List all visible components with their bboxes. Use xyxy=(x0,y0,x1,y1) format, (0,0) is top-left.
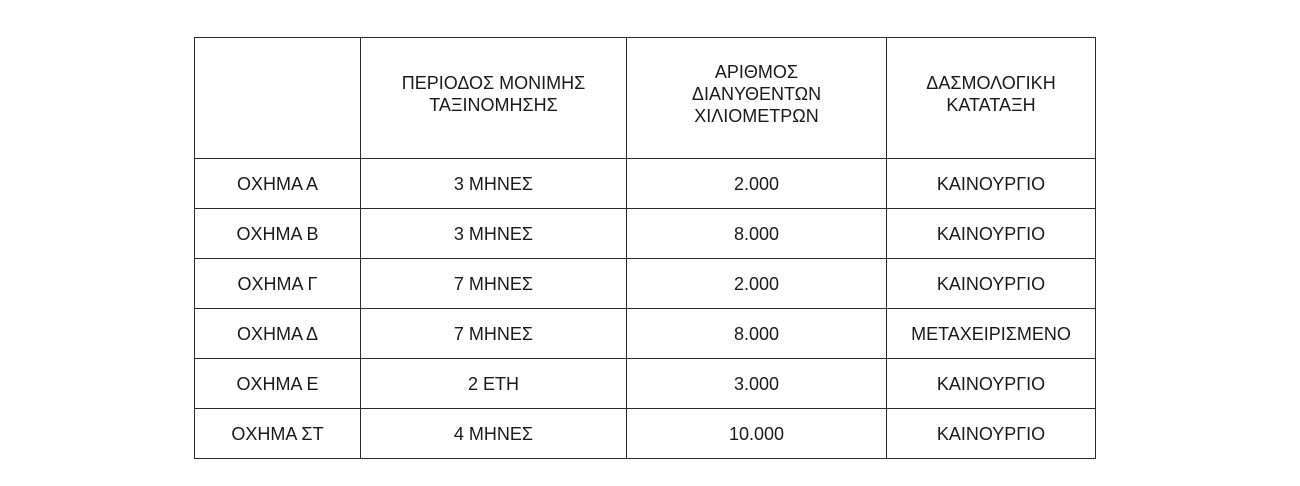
header-cell-tariff-classification xyxy=(887,38,1096,159)
period-cell: 4 ΜΗΝΕΣ xyxy=(361,409,627,459)
header-text: ΔΑΣΜΟΛΟΓΙΚΗ xyxy=(926,73,1056,93)
kilometers-cell: 8.000 xyxy=(627,309,887,359)
header-text: ΔΙΑΝΥΘΕΝΤΩΝ xyxy=(691,84,822,104)
header-text: ΤΑΞΙΝΟΜΗΣΗΣ xyxy=(429,95,558,115)
classification-cell: ΚΑΙΝΟΥΡΓΙΟ xyxy=(887,259,1096,309)
kilometers-cell: 8.000 xyxy=(627,209,887,259)
period-cell: 7 ΜΗΝΕΣ xyxy=(361,259,627,309)
period-cell: 3 ΜΗΝΕΣ xyxy=(361,209,627,259)
header-text: ΧΙΛΙΟΜΕΤΡΩΝ xyxy=(694,106,819,126)
table-row xyxy=(195,359,1096,409)
kilometers-cell: 2.000 xyxy=(627,159,887,209)
header-text: ΠΕΡΙΟΔΟΣ ΜΟΝΙΜΗΣ xyxy=(401,73,586,93)
vehicle-classification-table xyxy=(194,37,1096,459)
classification-cell: ΚΑΙΝΟΥΡΓΙΟ xyxy=(887,159,1096,209)
header-text: ΚΑΤΑΤΑΞΗ xyxy=(946,95,1036,115)
vehicle-cell: ΟΧΗΜΑ ΣΤ xyxy=(195,409,361,459)
header-cell-kilometers xyxy=(627,38,887,159)
classification-cell: ΚΑΙΝΟΥΡΓΙΟ xyxy=(887,359,1096,409)
vehicle-cell: ΟΧΗΜΑ Β xyxy=(195,209,361,259)
table-row xyxy=(195,409,1096,459)
table-row xyxy=(195,309,1096,359)
classification-cell: ΚΑΙΝΟΥΡΓΙΟ xyxy=(887,409,1096,459)
header-row xyxy=(195,38,1096,159)
period-cell: 2 ΕΤΗ xyxy=(361,359,627,409)
table-row xyxy=(195,259,1096,309)
kilometers-cell: 2.000 xyxy=(627,259,887,309)
vehicle-cell: ΟΧΗΜΑ Ε xyxy=(195,359,361,409)
vehicle-cell: ΟΧΗΜΑ Γ xyxy=(195,259,361,309)
header-cell-registration-period xyxy=(361,38,627,159)
table-row xyxy=(195,159,1096,209)
kilometers-cell: 3.000 xyxy=(627,359,887,409)
table-row xyxy=(195,209,1096,259)
header-text: ΑΡΙΘΜΟΣ xyxy=(714,62,799,82)
period-cell: 7 ΜΗΝΕΣ xyxy=(361,309,627,359)
table-header xyxy=(195,38,1096,159)
classification-cell: ΚΑΙΝΟΥΡΓΙΟ xyxy=(887,209,1096,259)
vehicle-cell: ΟΧΗΜΑ Α xyxy=(195,159,361,209)
period-cell: 3 ΜΗΝΕΣ xyxy=(361,159,627,209)
vehicle-cell: ΟΧΗΜΑ Δ xyxy=(195,309,361,359)
header-cell-empty xyxy=(195,38,361,159)
classification-cell: ΜΕΤΑΧΕΙΡΙΣΜΕΝΟ xyxy=(887,309,1096,359)
table-body xyxy=(195,159,1096,459)
kilometers-cell: 10.000 xyxy=(627,409,887,459)
